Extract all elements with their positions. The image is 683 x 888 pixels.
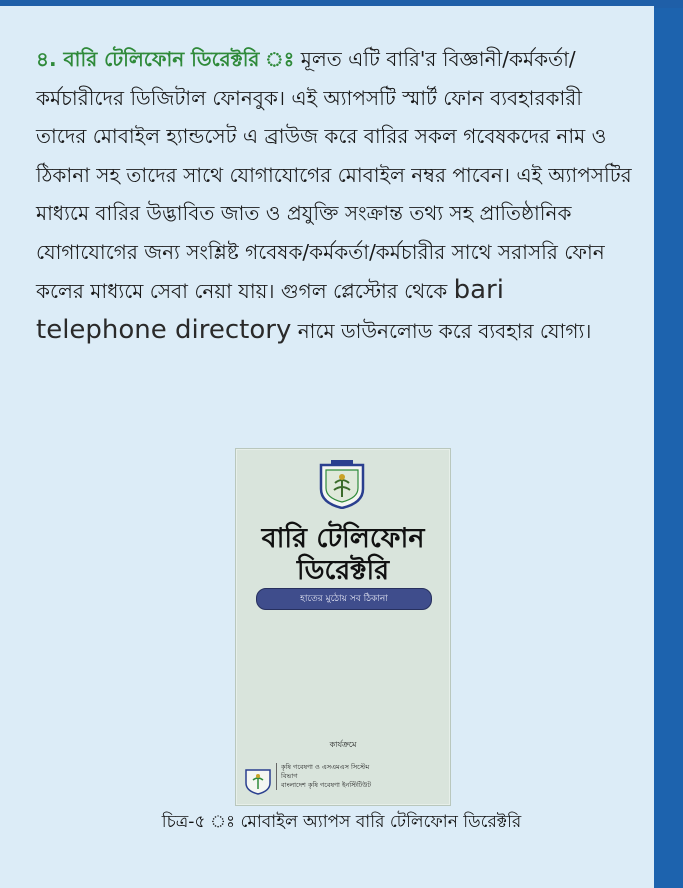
app-footer-text — [276, 763, 449, 790]
document-page — [0, 6, 654, 888]
app-subtitle-banner: হাতের মুঠোয় সব ঠিকানা — [256, 588, 432, 610]
footer-line: বিভাগ — [281, 772, 298, 780]
article-body-part2: নামে ডাউনলোড করে ব্যবহার যোগ্য। — [291, 318, 592, 343]
footer-line: কৃষি গবেষণা ও এসএমএস সিস্টেম — [281, 763, 370, 771]
bari-emblem-icon — [317, 459, 367, 509]
article-paragraph — [36, 40, 636, 350]
article-body-part1: মূলত এটি বারি'র বিজ্ঞানী/কর্মকর্তা/কর্মচারীদের ডিজিটাল ফোনবুক। এই অ্যাপসটি স্মার্ট ফোন ব্যবহারকারী তাদের মোবাইল হ্যান্ডসেট এ ব্রাউজ করে বারির সকল গবেষকদের নাম ও ঠিকানা সহ তাদের সাথে যোগাযোগের মোবাইল নম্বর পাবেন। এই অ্যাপসটির মাধ্যমে বারির উদ্ভাবিত জাত ও প্রযুক্তি সংক্রান্ত তথ্য সহ প্রাতিষ্ঠানিক যোগাযোগের জন্য সংশ্লিষ্ট গবেষক/কর্মকর্তা/কর্মচারীর সাথে সরাসরি ফোন কলের মাধ্যমে সেবা নেয়া যায়। গুগল প্লেস্টোর থেকে — [36, 47, 632, 303]
app-title-line1: বারি টেলিফোন — [261, 523, 425, 554]
app-name-english: bari telephone directory — [36, 275, 504, 345]
app-screenshot — [235, 448, 451, 806]
footer-line: বাংলাদেশ কৃষি গবেষণা ইনস্টিটিউট — [281, 781, 372, 789]
presented-by-label: কার্যক্রমে — [329, 740, 357, 749]
figure-caption: চিত্র-৫ ঃ মোবাইল অ্যাপস বারি টেলিফোন ডিরেক্টরি — [161, 812, 522, 832]
app-title-line2: ডিরেক্টরি — [296, 555, 390, 586]
section-heading: ৪. বারি টেলিফোন ডিরেক্টরি ঃ — [36, 47, 295, 71]
footer-emblem-icon — [244, 767, 272, 795]
